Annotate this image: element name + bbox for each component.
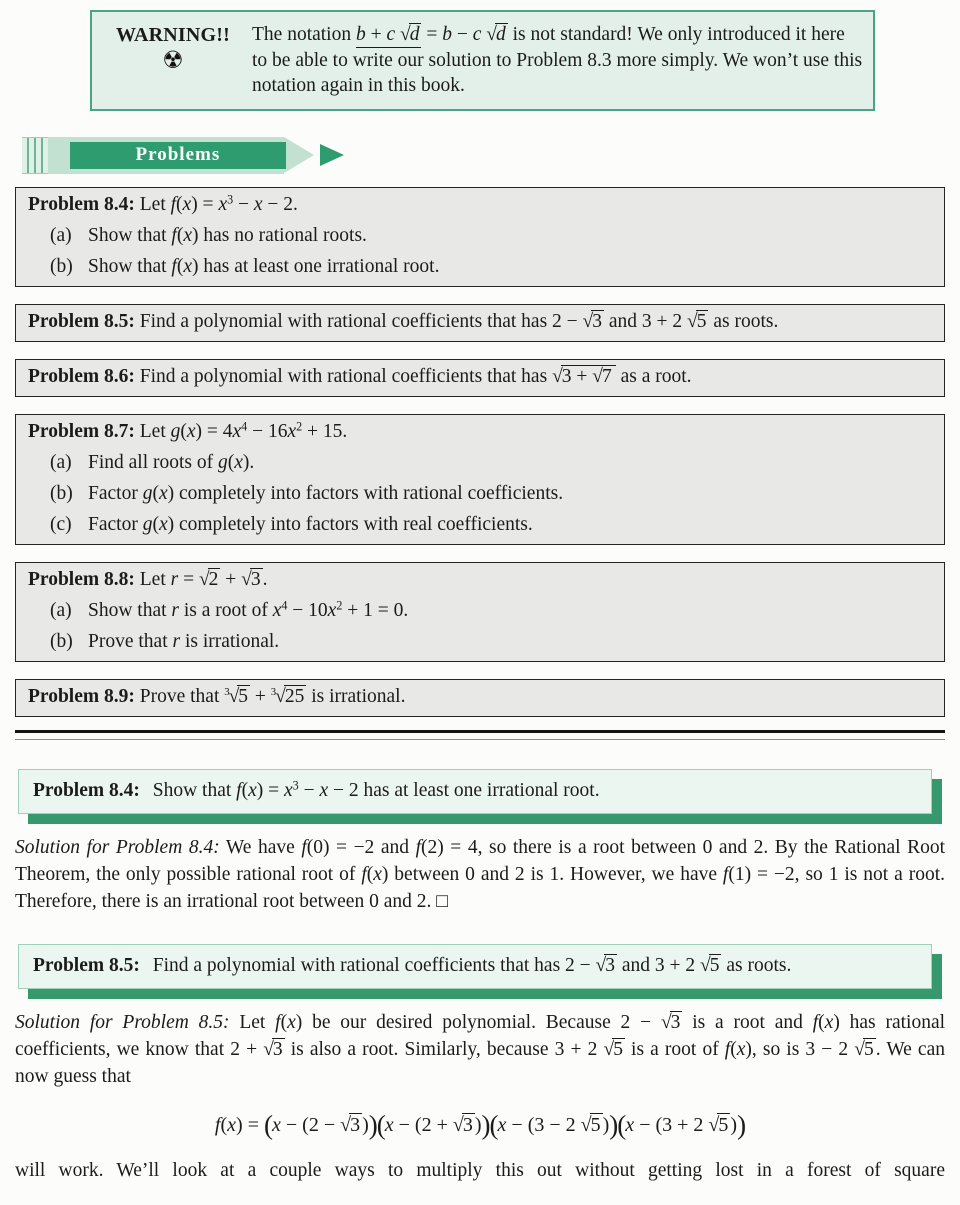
part-tag: (b) <box>50 630 73 652</box>
part-text: Find all roots of g(x). <box>88 451 255 473</box>
problem-body: Find a polynomial with rational coefficients that has 2 − √3 and 3 + 2 √5 as roots. <box>134 310 779 332</box>
problem-label: Problem 8.7: <box>28 420 135 442</box>
problem-part <box>28 599 932 623</box>
problem-body: Let $g(x) = 4x^4 - 16x^2 + 15$. <box>134 418 348 442</box>
problem-body: Prove that $^3$√5 + $^3$√25 is irrational. <box>134 685 406 707</box>
radiation-icon: ☢ <box>162 46 184 74</box>
formula-line: f(x) = (x − (2 − √3 ))(x − (2 + √3 ))(x − (3 − 2 √5 ))(x − (3 + 2 √5 )) <box>214 1109 746 1140</box>
pencil-point-icon <box>320 144 344 166</box>
warning-box <box>90 10 875 111</box>
problems-list <box>15 187 945 717</box>
part-tag: (a) <box>50 599 72 621</box>
problems-banner <box>22 137 344 174</box>
problem-box-8-7 <box>15 414 945 545</box>
highlight-body: Find a polynomial with rational coefficients that has 2 − √3 and 3 + 2 √5 as roots. <box>147 954 792 976</box>
part-text: Factor g(x) completely into factors with real coefficients. <box>88 513 533 535</box>
problem-part <box>28 482 932 506</box>
part-text: Show that f(x) has no rational roots. <box>88 224 367 246</box>
solution-paragraph-8-4 <box>15 834 945 915</box>
problem-title <box>28 365 932 389</box>
pencil-body <box>48 137 284 174</box>
problem-box-8-9 <box>15 679 945 717</box>
problem-part <box>28 451 932 475</box>
solution-body: Let f(x) be our desired polynomial. Because 2 − √3 is a root and f(x) has rational coefficients, we know that 2 + √3 is also a root. Similarly, because 3 + 2 √5 is a root of f(x), so is 3 − 2 √5 . We can now guess that <box>15 1011 946 1087</box>
part-tag: (a) <box>50 224 72 246</box>
part-tag: (b) <box>50 255 73 277</box>
solution-paragraph-8-5 <box>15 1009 945 1090</box>
problem-part <box>28 255 932 279</box>
problem-title <box>28 568 932 592</box>
solution-lead: Solution for Problem 8.5: <box>15 1011 230 1033</box>
part-text: Prove that r is irrational. <box>88 630 280 652</box>
part-text: Show that r is a root of $x^4 - 10x^2 + 1 = 0$. <box>88 597 409 621</box>
section-divider-thin <box>15 739 945 740</box>
problem-title <box>28 310 932 334</box>
problem-part <box>28 630 932 654</box>
highlight-box-8-5 <box>18 944 932 989</box>
solution-body: We have f(0) = −2 and f(2) = 4, so there is a root between 0 and 2. By the Rational Root Theorem, the only possible rational root of f(x) between 0 and 2 is 1. However, we have f(1) = −2, so 1 is not a root. Therefore, there is an irrational root between 0 and 2. □ <box>15 836 945 912</box>
part-tag: (c) <box>50 513 72 535</box>
problem-title <box>28 420 932 444</box>
highlight-label: Problem 8.5: <box>33 954 140 976</box>
problem-box-8-8 <box>15 562 945 662</box>
section-divider-thick <box>15 730 945 733</box>
warning-text: The notation b + c √d = b − c √d is not standard! We only introduced it here to be able to write our solution to Problem 8.3 more simply. We won’t use this notation again in this book. <box>252 24 863 96</box>
problem-part <box>28 513 932 537</box>
problem-label: Problem 8.5: <box>28 310 135 332</box>
highlight-label: Problem 8.4: <box>33 779 140 801</box>
problem-body: Find a polynomial with rational coefficients that has √3 + √7 as a root. <box>134 365 692 387</box>
highlight-box-8-4 <box>18 769 932 814</box>
warning-label-column <box>94 20 252 99</box>
part-tag: (b) <box>50 482 73 504</box>
problems-banner-label: Problems <box>70 142 286 169</box>
part-text: Factor g(x) completely into factors with rational coefficients. <box>88 482 564 504</box>
problem-title <box>28 685 932 709</box>
solution-lead: Solution for Problem 8.4: <box>15 836 220 858</box>
warning-title: WARNING!! <box>115 24 231 46</box>
problem-part <box>28 224 932 248</box>
pencil-tip-icon <box>284 137 314 173</box>
part-tag: (a) <box>50 451 72 473</box>
problem-body: Let r = √2 + √3 . <box>134 568 268 590</box>
problem-label: Problem 8.4: <box>28 193 135 215</box>
problem-body: Let $f(x) = x^3 - x - 2$. <box>134 191 298 215</box>
closing-line: will work. We’ll look at a couple ways to multiply this out without getting lost in a forest of square <box>15 1159 945 1181</box>
problem-box-8-4 <box>15 187 945 287</box>
problem-box-8-6 <box>15 359 945 397</box>
pencil-stripes-icon <box>22 137 48 174</box>
part-text: Show that f(x) has at least one irrational root. <box>88 255 440 277</box>
problem-box-8-5 <box>15 304 945 342</box>
highlight-body: Show that $f(x) = x^3 - x - 2$ has at least one irrational root. <box>147 777 600 801</box>
problem-label: Problem 8.9: <box>28 685 135 707</box>
problem-label: Problem 8.6: <box>28 365 135 387</box>
problem-title <box>28 193 932 217</box>
problem-label: Problem 8.8: <box>28 568 135 590</box>
